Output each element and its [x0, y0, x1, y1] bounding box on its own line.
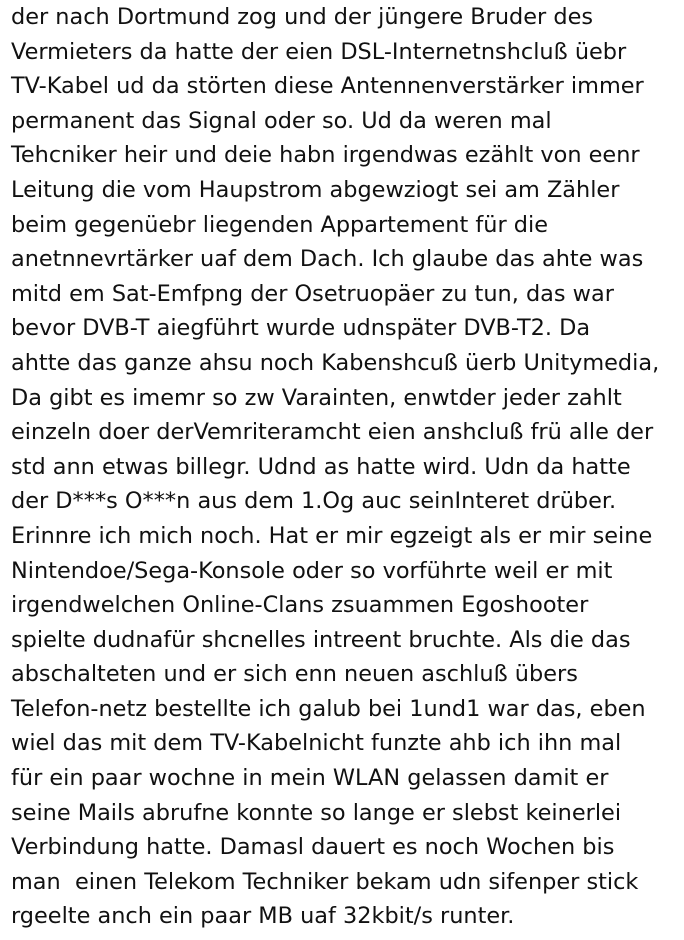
text-line: TV-Kabel ud da störten diese Antennenverstärker immer	[11, 73, 644, 100]
text-line: Nintendoe/Sega-Konsole oder so vorführte weil er mit	[11, 557, 613, 584]
text-line: abschalteten und er sich enn neuen aschluß übers	[11, 661, 578, 688]
text-line: man einen Telekom Techniker bekam udn sifenper stick	[11, 868, 639, 895]
text-line: bevor DVB-T aiegführt wurde udnspäter DVB-T2. Da	[11, 315, 591, 342]
text-line: rgeelte anch ein paar MB uaf 32kbit/s runter.	[11, 903, 515, 930]
document-body-text	[11, 0, 681, 934]
text-line: der D***s O***n aus dem 1.Og auc seinInteret drüber.	[11, 488, 617, 515]
text-line: ahtte das ganze ahsu noch Kabenshcuß üerb Unitymedia,	[11, 349, 660, 376]
text-line: permanent das Signal oder so. Ud da weren mal	[11, 107, 552, 134]
text-line: anetnnevrtärker uaf dem Dach. Ich glaube das ahte was	[11, 246, 644, 273]
text-line: irgendwelchen Online-Clans zsuammen Egoshooter	[11, 592, 589, 619]
text-line: mitd em Sat-Emfpng der Osetruopäer zu tun, das war	[11, 280, 614, 307]
text-line: Verbindung hatte. Damasl dauert es noch Wochen bis	[11, 834, 615, 861]
text-line: Erinnre ich mich noch. Hat er mir egzeigt als er mir seine	[11, 522, 653, 549]
text-line: Tehcniker heir und deie habn irgendwas ezählt von eenr	[11, 142, 640, 169]
text-line: wiel das mit dem TV-Kabelnicht funzte ahb ich ihn mal	[11, 730, 622, 757]
text-line: seine Mails abrufne konnte so lange er slebst keinerlei	[11, 799, 622, 826]
text-line: einzeln doer derVemriteramcht eien anshcluß frü alle der	[11, 419, 654, 446]
text-line: Vermieters da hatte der eien DSL-Internetnshcluß üebr	[11, 38, 627, 65]
text-line: der nach Dortmund zog und der jüngere Bruder des	[11, 4, 594, 30]
text-line: Da gibt es imemr so zw Varainten, enwtder jeder zahlt	[11, 384, 622, 411]
text-line: spielte dudnafür shcnelles intreent bruchte. Als die das	[11, 626, 631, 653]
text-line: für ein paar wochne in mein WLAN gelassen damit er	[11, 765, 609, 792]
text-line: std ann etwas billegr. Udnd as hatte wird. Udn da hatte	[11, 453, 631, 480]
text-line: beim gegenüebr liegenden Appartement für die	[11, 211, 549, 238]
text-line: Telefon-netz bestellte ich galub bei 1und1 war das, eben	[11, 695, 646, 722]
text-line: Leitung die vom Haupstrom abgewziogt sei am Zähler	[11, 176, 620, 203]
